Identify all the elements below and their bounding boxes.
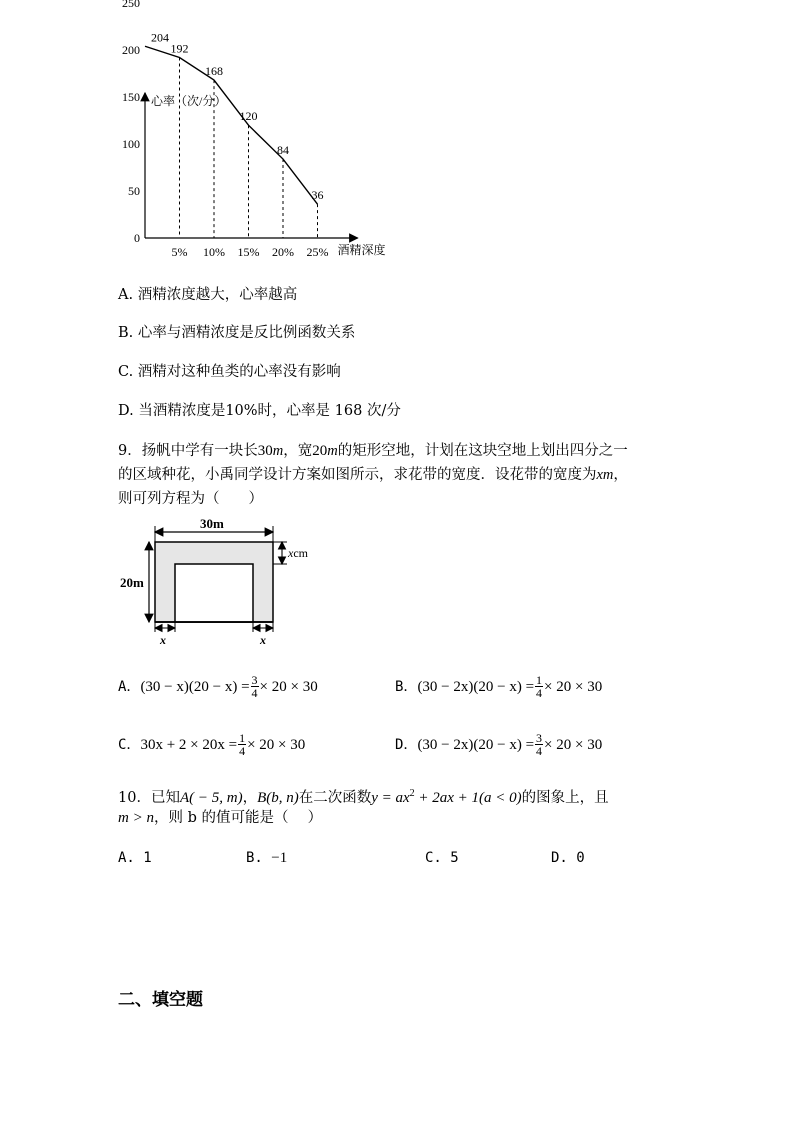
q9-option-a: A．(30 − x)(20 − x) = $\frac{3}{4}$ × 20 × 30 xyxy=(118,673,318,700)
q10-line-2: m > n，则 b 的值可能是（ ） xyxy=(118,810,323,826)
flower-bed-diagram xyxy=(115,512,335,652)
x-axis-label: 酒精深度 xyxy=(337,243,386,257)
heart-rate-series-line xyxy=(145,46,318,204)
q9-number: 9． xyxy=(118,443,142,459)
data-label: 84 xyxy=(277,143,289,158)
data-label: 192 xyxy=(170,41,189,56)
x-tick-label: 25% xyxy=(306,245,329,259)
band-width-label: xcm xyxy=(288,546,308,560)
y-tick-label: 250 xyxy=(122,0,140,10)
q9-option-d: D．(30 − 2x)(20 − x) = $\frac{3}{4}$ × 20 × 30 xyxy=(395,731,603,758)
q9-line-3: 则可列方程为（ ） xyxy=(118,491,263,507)
y-tick-label: 100 xyxy=(122,137,140,151)
x-tick-label: 10% xyxy=(203,245,225,259)
x-tick-label: 15% xyxy=(237,245,260,259)
q9-option-c: C．30x + 2 × 20x = $\frac{1}{4}$ × 20 × 30 xyxy=(118,731,306,758)
y-tick-label: 200 xyxy=(122,43,140,57)
q8-option-d: D. 当酒精浓度是10%时，心率是 168 次/分 xyxy=(118,403,401,419)
width-label: 30m xyxy=(200,516,224,531)
q10-option-d: D. 0 xyxy=(551,850,585,866)
q10-option-c: C. 5 xyxy=(425,850,459,866)
q10-option-a: A. 1 xyxy=(118,850,152,866)
q10-line-1: 10．已知A( − 5, m)，B(b, n)在二次函数$y = ax^2 + 2ax + 1(a < 0)$的图象上，且 xyxy=(118,788,609,806)
y-tick-label: 0 xyxy=(134,231,140,245)
inner-area xyxy=(175,564,253,622)
x-tick-label: 5% xyxy=(171,245,188,259)
q9-line-1: 9．扬帆中学有一块长30m，宽20m的矩形空地，计划在这块空地上划出四分之一 xyxy=(118,443,628,459)
height-label: 20m xyxy=(120,575,144,590)
q8-option-c: C. 酒精对这种鱼类的心率没有影响 xyxy=(118,364,341,380)
q9-option-b: B．(30 − 2x)(20 − x) = $\frac{1}{4}$ × 20 × 30 xyxy=(395,673,603,700)
data-label: 204 xyxy=(151,30,169,45)
q8-option-a: A. 酒精浓度越大，心率越高 xyxy=(118,287,298,303)
q8-option-b: B. 心率与酒精浓度是反比例函数关系 xyxy=(118,325,356,341)
y-tick-label: 50 xyxy=(128,184,140,198)
y-axis-label: 心率（次/分） xyxy=(151,94,227,108)
data-label: 36 xyxy=(311,188,324,203)
q10-option-b: B. −1 xyxy=(246,850,288,866)
data-label: 120 xyxy=(239,109,258,124)
data-label: 168 xyxy=(205,64,223,79)
q9-line-2: 的区域种花，小禹同学设计方案如图所示，求花带的宽度．设花带的宽度为xm， xyxy=(118,467,628,483)
bottom-right-x-label: x xyxy=(260,633,266,647)
y-tick-label: 150 xyxy=(122,90,140,104)
x-tick-label: 20% xyxy=(272,245,294,259)
section-title-fill-blank: 二、填空题 xyxy=(118,990,203,1010)
bottom-left-x-label: x xyxy=(160,633,166,647)
heart-rate-chart xyxy=(110,0,410,263)
